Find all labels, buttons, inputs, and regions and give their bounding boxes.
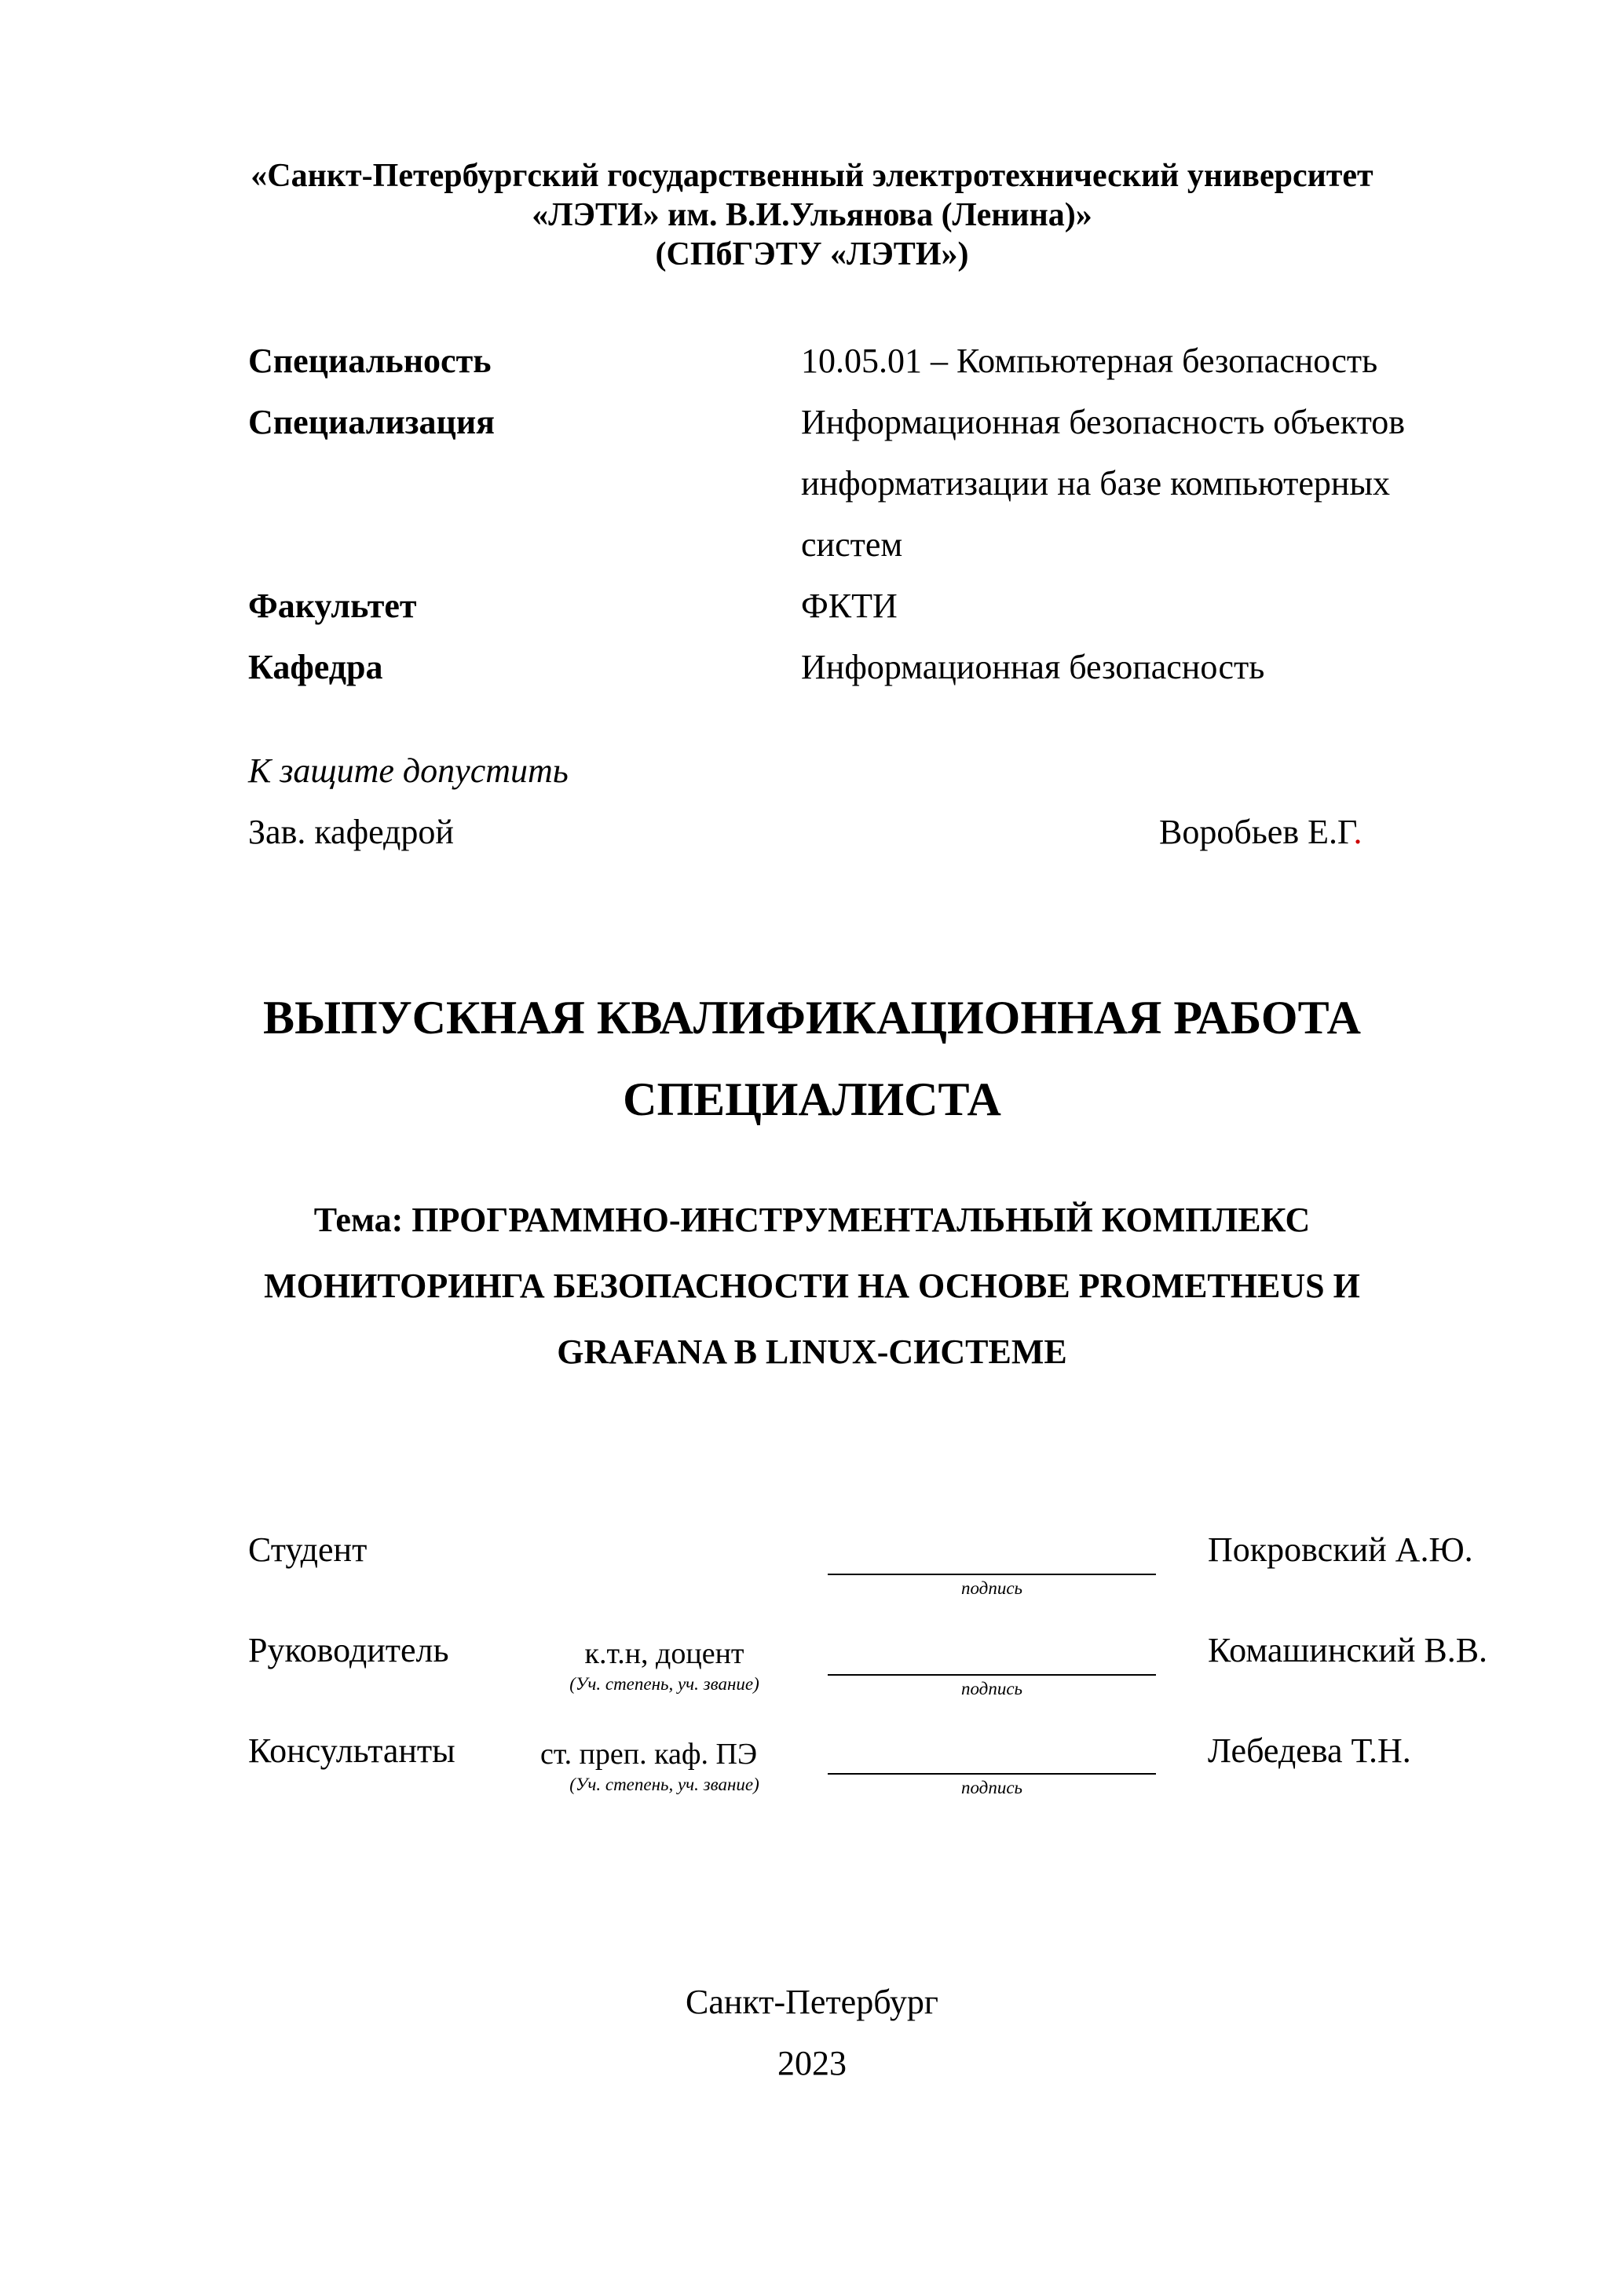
specialty-label: Специальность — [248, 342, 492, 380]
department-head-name-text: Воробьев Е.Г — [1159, 813, 1354, 851]
consultant-signature-note: подпись — [960, 1778, 1022, 1797]
university-name-line-2: «ЛЭТИ» им. В.И.Ульянова (Ленина)» — [532, 197, 1092, 233]
specialization-value-line-1: Информационная безопасность объектов — [801, 403, 1406, 441]
footer-city: Санкт-Петербург — [686, 1983, 938, 2021]
thesis-topic-line-2: МОНИТОРИНГА БЕЗОПАСНОСТИ НА ОСНОВЕ PROMETHEUS И — [264, 1267, 1360, 1305]
supervisor-role: Руководитель — [248, 1631, 449, 1669]
consultant-degree-note: (Уч. степень, уч. звание) — [569, 1775, 759, 1794]
supervisor-name: Комашинский В.В. — [1208, 1631, 1488, 1669]
specialization-value-line-2: информатизации на базе компьютерных — [801, 464, 1391, 503]
supervisor-signature-line — [828, 1674, 1156, 1676]
student-role: Студент — [248, 1530, 368, 1569]
specialty-value: 10.05.01 – Компьютерная безопасность — [801, 342, 1378, 380]
supervisor-degree-note: (Уч. степень, уч. звание) — [569, 1674, 759, 1694]
university-abbreviation: (СПбГЭТУ «ЛЭТИ») — [655, 236, 969, 272]
thesis-title-line-1: ВЫПУСКНАЯ КВАЛИФИКАЦИОННАЯ РАБОТА — [263, 992, 1361, 1044]
department-head-label: Зав. кафедрой — [248, 813, 454, 851]
department-head-name — [1159, 812, 1362, 852]
faculty-label: Факультет — [248, 587, 417, 625]
specialization-label: Специализация — [248, 403, 495, 441]
department-value: Информационная безопасность — [801, 648, 1265, 686]
supervisor-degree: к.т.н, доцент — [584, 1637, 744, 1670]
university-name-line-1: «Санкт-Петербургский государственный электротехнический университет — [251, 158, 1373, 194]
supervisor-signature-note: подпись — [960, 1679, 1022, 1698]
thesis-topic-line-1: Тема: ПРОГРАММНО-ИНСТРУМЕНТАЛЬНЫЙ КОМПЛЕКС — [313, 1201, 1311, 1239]
student-signature-line — [828, 1574, 1156, 1575]
department-label: Кафедра — [248, 648, 383, 686]
faculty-value: ФКТИ — [801, 587, 898, 625]
student-signature-note: подпись — [960, 1578, 1022, 1598]
specialization-value-line-3: систем — [801, 525, 903, 564]
admit-to-defense: К защите допустить — [248, 751, 569, 790]
thesis-title-line-2: СПЕЦИАЛИСТА — [623, 1073, 1001, 1125]
consultant-signature-line — [828, 1773, 1156, 1775]
consultant-name: Лебедева Т.Н. — [1208, 1731, 1411, 1770]
consultant-role: Консультанты — [248, 1731, 455, 1770]
footer-year: 2023 — [777, 2044, 847, 2082]
thesis-topic-line-3: GRAFANA В LINUX-СИСТЕМЕ — [557, 1333, 1067, 1371]
student-name: Покровский А.Ю. — [1208, 1530, 1473, 1569]
department-head-name-dot: . — [1353, 813, 1362, 851]
consultant-degree: ст. преп. каф. ПЭ — [540, 1738, 758, 1771]
